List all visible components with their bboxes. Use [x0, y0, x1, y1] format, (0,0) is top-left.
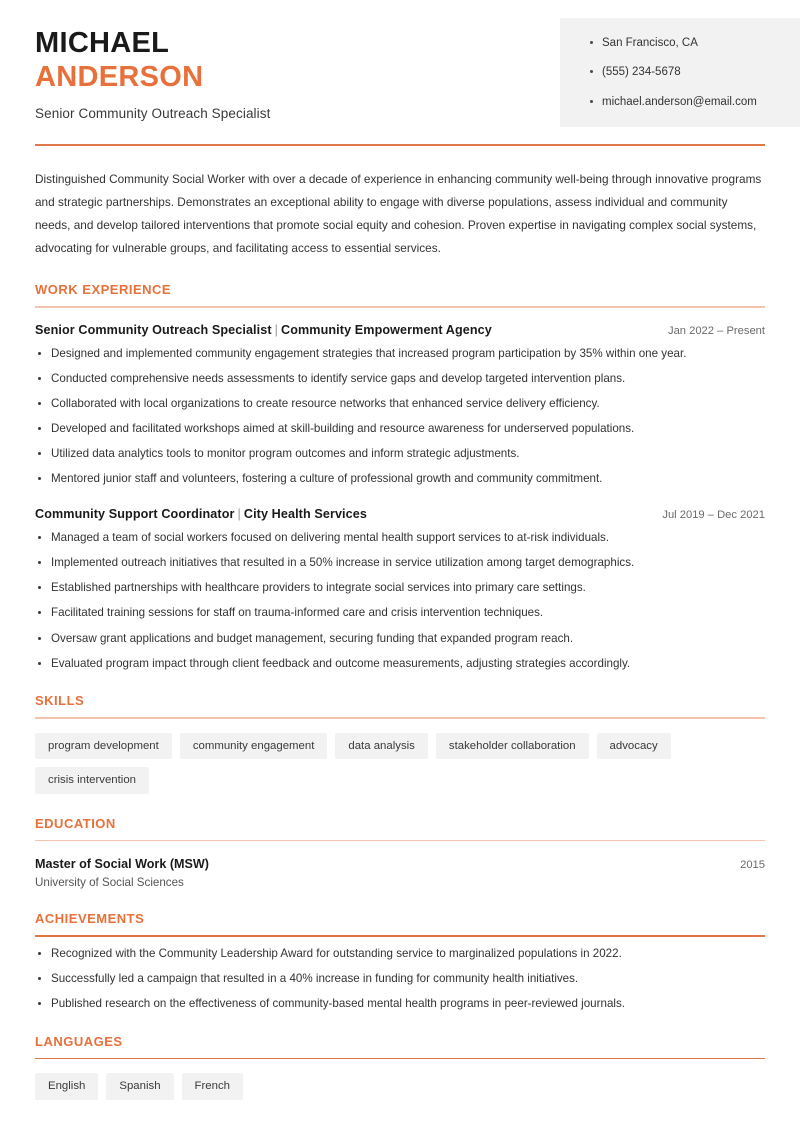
language-tag: Spanish [106, 1073, 173, 1100]
section-title-education: EDUCATION [35, 815, 116, 831]
job-bullet: Mentored junior staff and volunteers, fostering a culture of professional growth and community commitment. [35, 471, 765, 487]
education-school: University of Social Sciences [35, 876, 184, 890]
contact-box [560, 18, 800, 127]
job-separator: | [274, 322, 279, 337]
achievement-list [35, 946, 765, 1012]
resume-header [0, 0, 800, 127]
job-entry [35, 507, 765, 671]
job-position: Senior Community Outreach Specialist [35, 322, 272, 337]
professional-summary: Distinguished Community Social Worker with over a decade of experience in enhancing community well-being through innovative programs and strategic partnerships. Demonstrates an exceptional ability to engage with diverse populations, assess individual and community needs, and develop tailored interventions that promote social equity and cohesion. Proven expertise in navigating complex social systems, advocating for vulnerable groups, and facilitating access to essential services. [35, 172, 762, 256]
job-header [35, 323, 765, 337]
header-divider [35, 144, 765, 146]
contact-list [560, 36, 800, 109]
contact-location: San Francisco, CA [590, 36, 790, 50]
header-identity [0, 0, 560, 121]
job-entry [35, 323, 765, 487]
education-degree: Master of Social Work (MSW) [35, 857, 210, 872]
job-bullet-list [35, 346, 765, 487]
section-rule-achievements [35, 935, 765, 937]
job-company: City Health Services [243, 506, 367, 521]
job-bullet: Established partnerships with healthcare providers to integrate social services into primary care settings. [35, 580, 765, 596]
section-rule-skills [35, 717, 765, 719]
header-job-title: Senior Community Outreach Specialist [35, 106, 271, 122]
section-education [35, 816, 765, 890]
section-skills [35, 693, 765, 794]
education-header [35, 857, 765, 871]
job-bullet: Conducted comprehensive needs assessments to identify service gaps and develop targeted intervention plans. [35, 371, 765, 387]
section-languages [35, 1034, 765, 1100]
skill-tag: advocacy [597, 733, 671, 760]
job-bullet: Collaborated with local organizations to create resource networks that enhanced service delivery efficiency. [35, 396, 765, 412]
job-company: Community Empowerment Agency [281, 322, 492, 337]
achievement-item: Recognized with the Community Leadership Award for outstanding service to marginalized populations in 2022. [35, 946, 765, 962]
job-heading [35, 323, 492, 337]
job-bullet: Developed and facilitated workshops aimed at skill-building and resource awareness for underserved populations. [35, 421, 765, 437]
skill-tag: data analysis [335, 733, 428, 760]
job-header [35, 507, 765, 521]
contact-phone: (555) 234-5678 [590, 65, 790, 79]
job-position: Community Support Coordinator [35, 506, 235, 521]
job-bullet: Implemented outreach initiatives that resulted in a 50% increase in service utilization among target demographics. [35, 555, 765, 571]
job-dates: Jul 2019 – Dec 2021 [662, 508, 765, 521]
achievement-item: Published research on the effectiveness of community-based mental health programs in peer-reviewed journals. [35, 996, 765, 1012]
job-bullet: Oversaw grant applications and budget management, securing funding that expanded program reach. [35, 631, 765, 647]
job-separator: | [237, 506, 241, 521]
section-rule-work-experience [35, 306, 765, 308]
section-rule-education [35, 840, 765, 842]
skills-tag-list [35, 733, 765, 794]
section-work-experience [35, 282, 765, 671]
education-entry [35, 857, 765, 889]
section-title-achievements: ACHIEVEMENTS [35, 911, 145, 927]
job-heading [35, 507, 367, 521]
section-title-languages: LANGUAGES [35, 1033, 123, 1049]
skill-tag: community engagement [180, 733, 328, 760]
job-bullet: Facilitated training sessions for staff on trauma-informed care and crisis intervention techniques. [35, 605, 765, 621]
job-bullet: Evaluated program impact through client feedback and outcome measurements, adjusting strategies accordingly. [35, 656, 765, 672]
achievement-item: Successfully led a campaign that resulted in a 40% increase in funding for community health initiatives. [35, 971, 765, 987]
resume-content [0, 168, 800, 1100]
language-tag: French [182, 1073, 243, 1100]
section-title-work-experience: WORK EXPERIENCE [35, 282, 172, 298]
section-rule-languages [35, 1058, 765, 1060]
contact-email: michael.anderson@email.com [590, 95, 790, 109]
job-bullet: Managed a team of social workers focused on delivering mental health support services to at-risk individuals. [35, 530, 765, 546]
job-bullet: Designed and implemented community engagement strategies that increased program participation by 35% within one year. [35, 346, 765, 362]
section-achievements [35, 911, 765, 1011]
education-year: 2015 [740, 859, 765, 872]
skill-tag: program development [35, 733, 172, 760]
languages-tag-list [35, 1073, 765, 1100]
skill-tag: stakeholder collaboration [436, 733, 589, 760]
skill-tag: crisis intervention [35, 767, 149, 794]
section-title-skills: SKILLS [35, 693, 85, 709]
last-name: ANDERSON [35, 61, 204, 94]
job-bullet-list [35, 530, 765, 671]
job-bullet: Utilized data analytics tools to monitor program outcomes and inform strategic adjustments. [35, 446, 765, 462]
language-tag: English [35, 1073, 98, 1100]
job-dates: Jan 2022 – Present [667, 324, 765, 337]
first-name: MICHAEL [35, 27, 170, 59]
candidate-name [35, 26, 560, 94]
